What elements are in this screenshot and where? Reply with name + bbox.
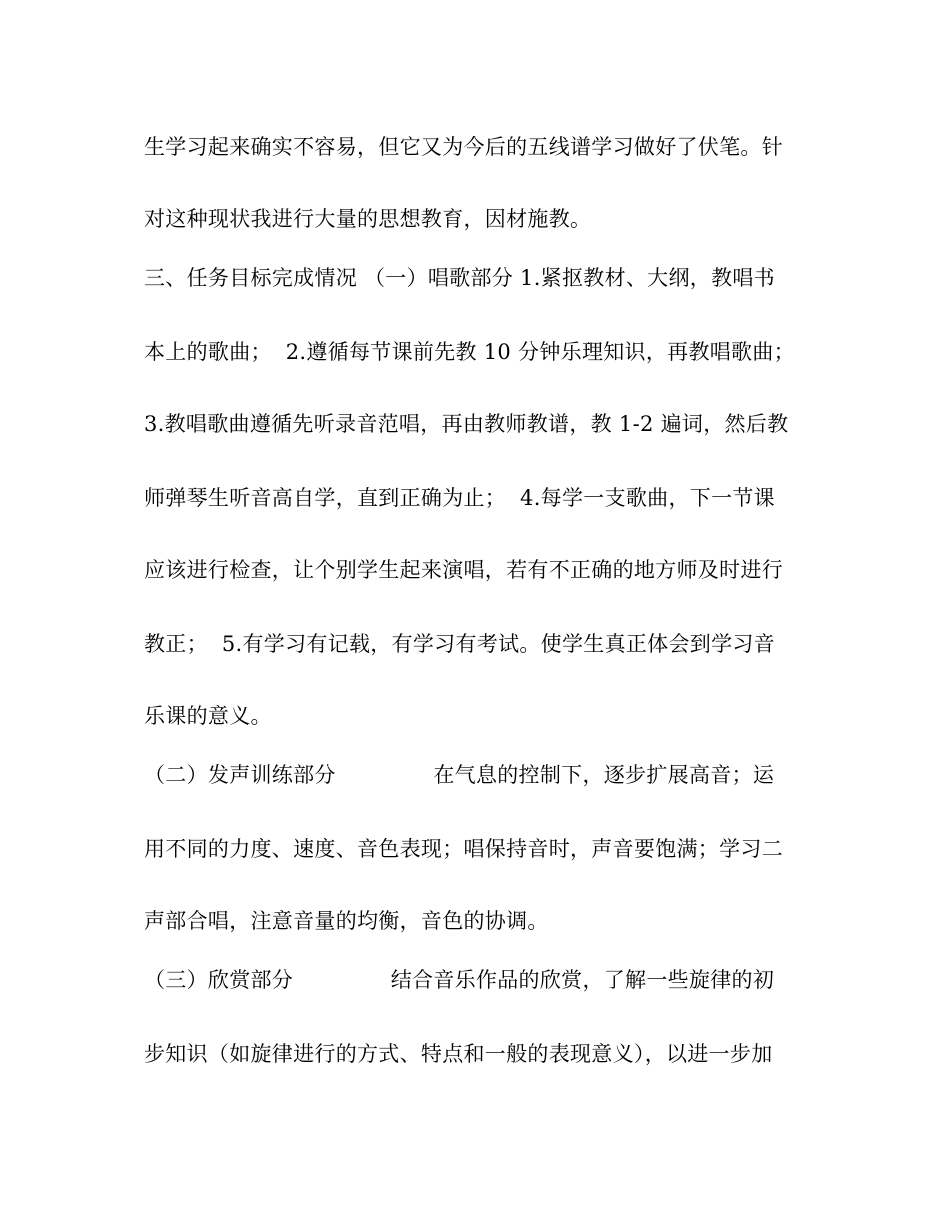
text-line: 生学习起来确实不容易，但它又为今后的五线谱学习做好了伏笔。针 [144,135,783,159]
text-line: 对这种现状我进行大量的思想教育，因材施教。 [144,207,592,231]
section-heading-line: 三、任务目标完成情况 （一）唱歌部分 1.紧抠教材、大纲，教唱书 [144,266,775,290]
text-line: 用不同的力度、速度、音色表现；唱保持音时，声音要饱满；学习二 [144,837,783,861]
text-line: 本上的歌曲； 2.遵循每节课前先教 10 分钟乐理知识，再教唱歌曲； [144,340,795,364]
text-line: 乐课的意义。 [144,704,272,728]
text-line: 3.教唱歌曲遵循先听录音范唱，再由教师教谱，教 1-2 遍词，然后教 [144,412,789,436]
subsection-heading-line: （三）欣赏部分 结合音乐作品的欣赏，了解一些旋律的初 [144,968,775,992]
text-line: 师弹琴生听音高自学，直到正确为止； 4.每学一支歌曲，下一节课 [144,486,775,510]
text-line: 应该进行检查，让个别学生起来演唱，若有不正确的地方师及时进行 [144,558,783,582]
text-line: 声部合唱，注意音量的均衡，音色的协调。 [144,909,549,933]
text-line: 教正； 5.有学习有记载，有学习有考试。使学生真正体会到学习音 [144,632,775,656]
subsection-heading-line: （二）发声训练部分 在气息的控制下，逐步扩展高音；运 [144,763,775,787]
text-line: 步知识（如旋律进行的方式、特点和一般的表现意义），以进一步加 [144,1042,773,1066]
